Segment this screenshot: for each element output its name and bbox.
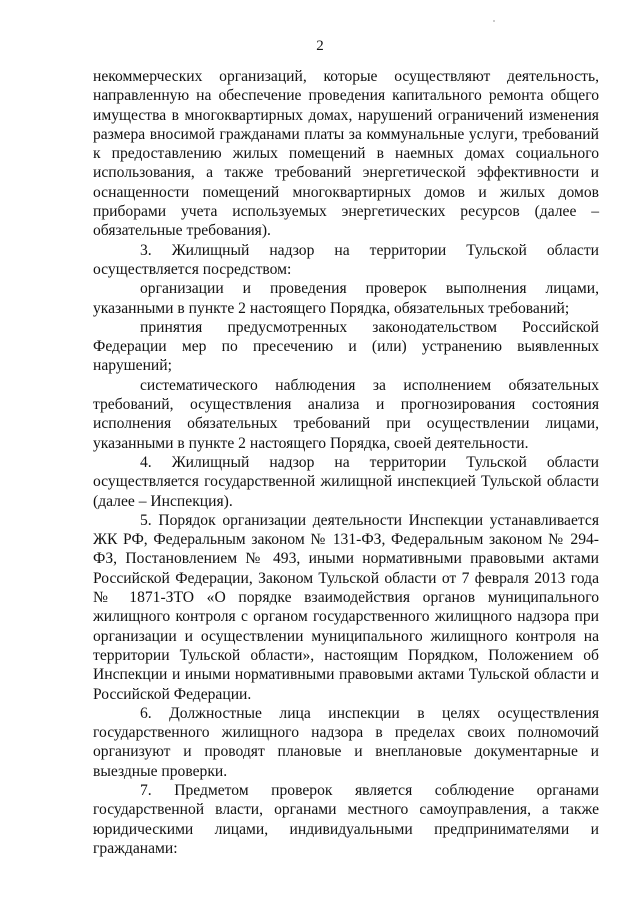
paragraph-item-3-sub-2: принятия предусмотренных законодательством Российской Федерации мер по пресечению и (или) устранению выявленных нарушений; [93, 318, 599, 375]
paragraph-item-3-sub-3: систематического наблюдения за исполнением обязательных требований, осуществления анализа и прогнозирования состояния исполнения обязательных требований при осуществлении лицами, указанными в пункте 2 настоящего Порядка, своей деятельности. [93, 376, 599, 452]
scan-speck [493, 20, 495, 22]
paragraph-item-3: 3. Жилищный надзор на территории Тульской области осуществляется посредством: [93, 241, 599, 278]
document-body [93, 67, 599, 858]
page-number: 2 [316, 38, 324, 54]
paragraph-item-4: 4. Жилищный надзор на территории Тульской области осуществляется государственной жилищной инспекцией Тульской области (далее – Инспекция). [93, 453, 599, 510]
paragraph-continuation: некоммерческих организаций, которые осуществляют деятельность, направленную на обеспечение проведения капитального ремонта общего имущества в многоквартирных домах, нарушений ограничений изменения размера вносимой гражданами платы за коммунальные услуги, требований к предоставлению жилых помещений в наемных домах социального использования, а также требований энергетической эффективности и оснащенности помещений многоквартирных домов и жилых домов приборами учета используемых энергетических ресурсов (далее – обязательные требования). [93, 68, 599, 240]
paragraph-item-3-sub-1: организации и проведения проверок выполнения лицами, указанными в пункте 2 настоящего Порядка, обязательных требований; [93, 280, 599, 317]
paragraph-item-7: 7. Предметом проверок является соблюдение органами государственной власти, органами местного самоуправления, а также юридическими лицами, индивидуальными предпринимателями и гражданами: [93, 781, 599, 857]
paragraph-item-5: 5. Порядок организации деятельности Инспекции устанавливается ЖК РФ, Федеральным законом № 131-ФЗ, Федеральным законом № 294-ФЗ, Постановлением № 493, иными нормативными правовыми актами Российской Федерации, Законом Тульской области от 7 февраля 2013 года № 1871-ЗТО «О порядке взаимодействия органов муниципального жилищного контроля с органом государственного жилищного надзора при организации и осуществлении муниципального жилищного контроля на территории Тульской области», настоящим Порядком, Положением об Инспекции и иными нормативными правовыми актами Тульской области и Российской Федерации. [93, 511, 599, 703]
paragraph-item-6: 6. Должностные лица инспекции в целях осуществления государственного жилищного надзора в пределах своих полномочий организуют и проводят плановые и внеплановые документарные и выездные проверки. [93, 704, 599, 780]
